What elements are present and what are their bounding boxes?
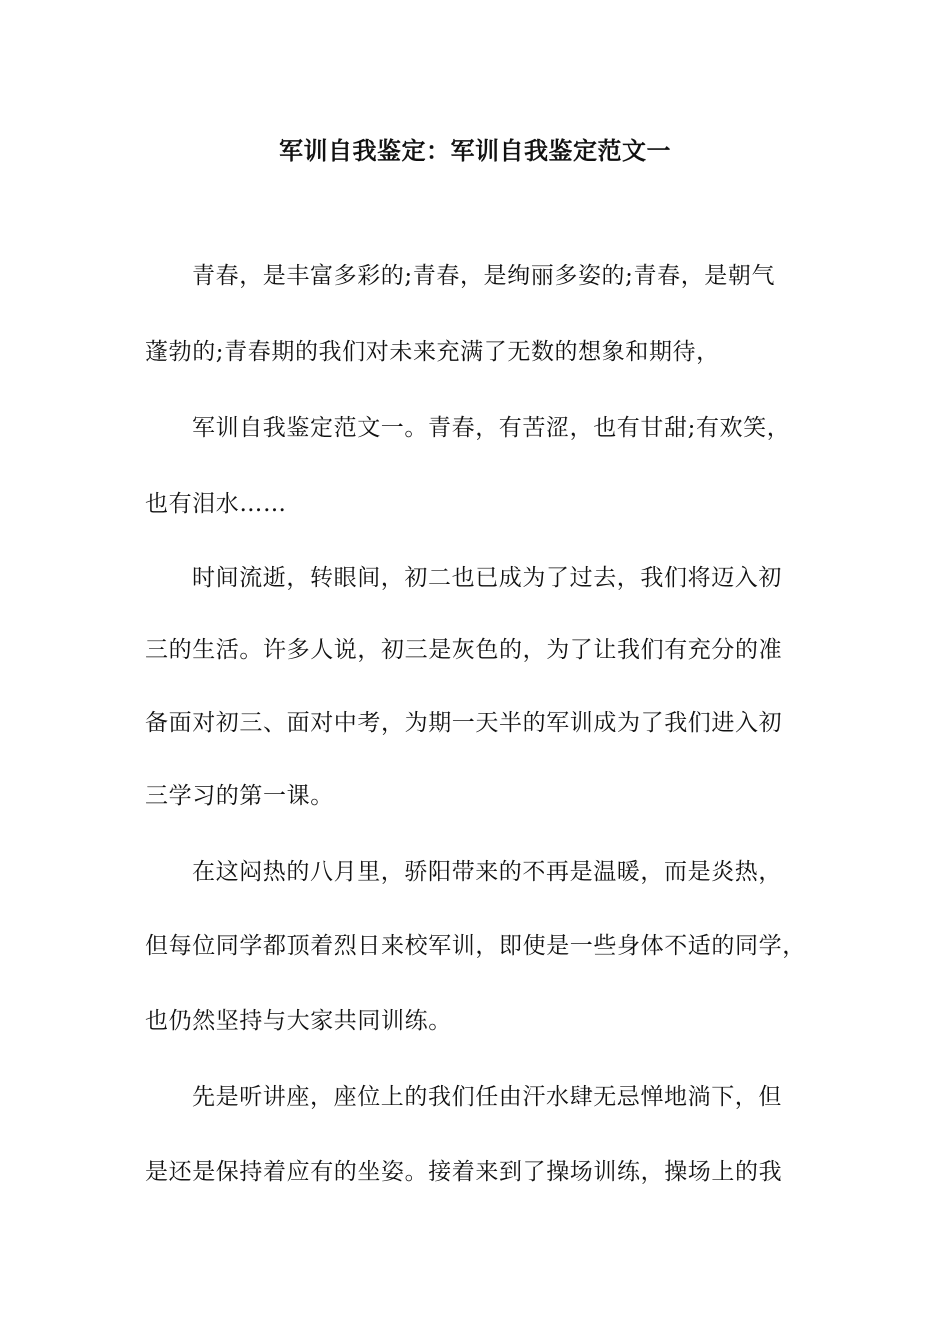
paragraph-4-line-2: 但每位同学都顶着烈日来校军训，即使是一些身体不适的同学， xyxy=(145,933,806,959)
paragraph-4-line-1: 在这闷热的八月里，骄阳带来的不再是温暖，而是炎热， xyxy=(192,859,782,885)
paragraph-5-line-2: 是还是保持着应有的坐姿。接着来到了操场训练，操场上的我 xyxy=(145,1159,783,1185)
paragraph-3-line-1: 时间流逝，转眼间，初二也已成为了过去，我们将迈入初 xyxy=(192,565,782,591)
document-title: 军训自我鉴定：军训自我鉴定范文一 xyxy=(279,136,671,165)
paragraph-2-line-1: 军训自我鉴定范文一。青春，有苦涩，也有甘甜;有欢笑， xyxy=(192,415,791,441)
paragraph-5-line-1: 先是听讲座，座位上的我们任由汗水肆无忌惮地淌下，但 xyxy=(192,1084,782,1110)
paragraph-3-line-3: 备面对初三、面对中考，为期一天半的军训成为了我们进入初 xyxy=(145,710,783,736)
paragraph-1-line-1: 青春，是丰富多彩的;青春，是绚丽多姿的;青春，是朝气 xyxy=(192,263,776,289)
paragraph-1-line-2: 蓬勃的;青春期的我们对未来充满了无数的想象和期待， xyxy=(145,339,720,365)
paragraph-3-line-4: 三学习的第一课。 xyxy=(145,783,334,809)
paragraph-2-line-2: 也有泪水…… xyxy=(145,491,287,517)
paragraph-3-line-2: 三的生活。许多人说，初三是灰色的，为了让我们有充分的准 xyxy=(145,637,783,663)
paragraph-4-line-3: 也仍然坚持与大家共同训练。 xyxy=(145,1008,452,1034)
